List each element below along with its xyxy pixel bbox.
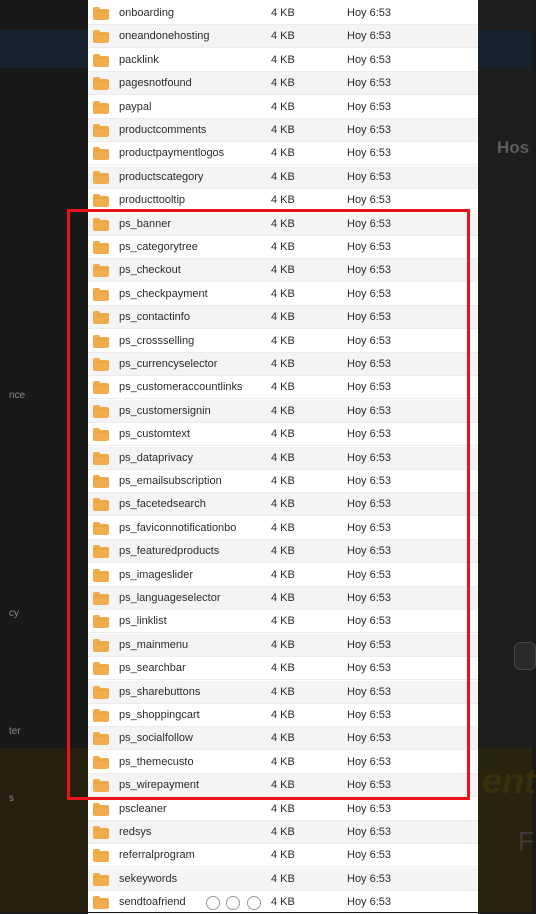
- file-row[interactable]: [88, 681, 478, 704]
- file-size: 4 KB: [271, 311, 295, 324]
- file-size: 4 KB: [271, 381, 295, 394]
- folder-icon: [93, 124, 109, 137]
- file-row[interactable]: [88, 330, 478, 353]
- file-size: 4 KB: [271, 826, 295, 838]
- file-size: 4 KB: [271, 545, 295, 558]
- folder-icon: [93, 218, 109, 231]
- file-row[interactable]: [88, 2, 478, 25]
- file-size: 4 KB: [271, 872, 295, 885]
- file-modified: Hoy 6:53: [347, 334, 392, 347]
- folder-icon: [93, 779, 109, 792]
- background-sidebar-text: cy: [9, 608, 19, 619]
- folder-icon: [93, 873, 109, 886]
- file-size: 4 KB: [271, 732, 295, 745]
- file-name[interactable]: ps_sharebuttons: [119, 685, 201, 698]
- file-modified: Hoy 6:53: [347, 872, 392, 885]
- file-modified: Hoy 6:53: [347, 451, 392, 464]
- background-banner-text: ent: [482, 760, 536, 801]
- file-name[interactable]: ps_customtext: [119, 428, 190, 441]
- file-name[interactable]: pscleaner: [119, 802, 167, 815]
- file-size: 4 KB: [271, 334, 295, 347]
- file-size: 4 KB: [271, 194, 295, 207]
- file-modified: Hoy 6:53: [347, 545, 392, 558]
- file-row[interactable]: [88, 166, 478, 189]
- file-modified: Hoy 6:53: [347, 802, 392, 815]
- folder-icon: [93, 428, 109, 441]
- file-name[interactable]: ps_emailsubscription: [119, 475, 222, 487]
- file-row[interactable]: [88, 657, 478, 680]
- file-row[interactable]: [88, 564, 478, 587]
- file-name[interactable]: productcomments: [119, 124, 207, 136]
- file-size: 4 KB: [271, 475, 295, 487]
- file-name[interactable]: ps_customeraccountlinks: [119, 381, 243, 394]
- file-size: 4 KB: [271, 100, 295, 113]
- folder-icon: [93, 826, 109, 839]
- folder-icon: [93, 475, 109, 488]
- file-modified: Hoy 6:53: [347, 287, 392, 300]
- folder-icon: [93, 732, 109, 745]
- folder-icon: [93, 147, 109, 160]
- file-modified: Hoy 6:53: [347, 147, 392, 160]
- file-row[interactable]: [88, 798, 478, 821]
- file-row[interactable]: [88, 259, 478, 282]
- file-row[interactable]: [88, 119, 478, 142]
- background-control: [514, 642, 536, 670]
- file-row[interactable]: [88, 704, 478, 727]
- file-row[interactable]: [88, 283, 478, 306]
- background-banner-text-2: F: [518, 826, 534, 856]
- file-modified: Hoy 6:53: [347, 404, 392, 417]
- folder-icon: [93, 896, 109, 909]
- file-size: 4 KB: [271, 404, 295, 417]
- file-modified: Hoy 6:53: [347, 475, 392, 487]
- file-row[interactable]: [88, 306, 478, 329]
- folder-icon: [93, 803, 109, 816]
- file-name[interactable]: ps_faviconnotificationbo: [119, 521, 237, 534]
- folder-icon: [93, 756, 109, 769]
- file-size: 4 KB: [271, 147, 295, 160]
- file-size: 4 KB: [271, 124, 295, 136]
- file-modified: Hoy 6:53: [347, 77, 392, 90]
- file-size: 4 KB: [271, 685, 295, 698]
- file-name[interactable]: paypal: [119, 100, 152, 113]
- file-size: 4 KB: [271, 615, 295, 628]
- file-row[interactable]: [88, 610, 478, 633]
- file-modified: Hoy 6:53: [347, 592, 392, 604]
- file-size: 4 KB: [271, 30, 295, 43]
- file-row[interactable]: [88, 540, 478, 563]
- file-row[interactable]: [88, 189, 478, 212]
- file-size: 4 KB: [271, 7, 295, 19]
- file-name[interactable]: redsys: [119, 826, 152, 838]
- file-name[interactable]: sendtoafriend: [119, 896, 186, 909]
- background-header-text: Hos: [497, 138, 530, 157]
- file-row[interactable]: [88, 447, 478, 470]
- file-size: 4 KB: [271, 592, 295, 604]
- file-name[interactable]: ps_imageslider: [119, 568, 193, 581]
- file-row[interactable]: [88, 751, 478, 774]
- file-name[interactable]: packlink: [119, 53, 159, 66]
- file-list: [88, 0, 478, 912]
- file-modified: Hoy 6:53: [347, 100, 392, 113]
- folder-icon: [93, 194, 109, 207]
- file-modified: Hoy 6:53: [347, 264, 392, 277]
- file-name[interactable]: productpaymentlogos: [119, 147, 225, 160]
- file-size: 4 KB: [271, 638, 295, 651]
- file-row[interactable]: [88, 470, 478, 493]
- file-name[interactable]: ps_checkout: [119, 264, 181, 277]
- file-size: 4 KB: [271, 77, 295, 90]
- file-modified: Hoy 6:53: [347, 358, 392, 370]
- file-size: 4 KB: [271, 849, 295, 862]
- file-row[interactable]: [88, 213, 478, 236]
- file-modified: Hoy 6:53: [347, 732, 392, 745]
- file-modified: Hoy 6:53: [347, 896, 392, 909]
- folder-icon: [93, 77, 109, 90]
- background-sidebar-text: nce: [9, 390, 26, 401]
- folder-icon: [93, 615, 109, 628]
- circle-icon[interactable]: [226, 896, 240, 910]
- folder-icon: [93, 7, 109, 20]
- file-row[interactable]: [88, 587, 478, 610]
- file-row[interactable]: [88, 72, 478, 95]
- background-sidebar-text: ter: [9, 726, 21, 737]
- file-modified: Hoy 6:53: [347, 428, 392, 441]
- circle-icon[interactable]: [206, 896, 220, 910]
- folder-icon: [93, 686, 109, 699]
- file-modified: Hoy 6:53: [347, 241, 392, 253]
- folder-icon: [93, 264, 109, 277]
- file-name[interactable]: ps_categorytree: [119, 241, 198, 253]
- file-row[interactable]: [88, 517, 478, 540]
- file-modified: Hoy 6:53: [347, 30, 392, 43]
- file-modified: Hoy 6:53: [347, 662, 392, 675]
- file-modified: Hoy 6:53: [347, 217, 392, 230]
- file-modified: Hoy 6:53: [347, 53, 392, 66]
- file-size: 4 KB: [271, 241, 295, 253]
- folder-icon: [93, 849, 109, 862]
- file-row[interactable]: [88, 142, 478, 165]
- file-name[interactable]: ps_themecusto: [119, 755, 194, 768]
- file-name[interactable]: ps_currencyselector: [119, 358, 218, 370]
- folder-icon: [93, 288, 109, 301]
- file-name[interactable]: ps_contactinfo: [119, 311, 190, 324]
- file-modified: Hoy 6:53: [347, 381, 392, 394]
- file-name[interactable]: ps_featuredproducts: [119, 545, 220, 558]
- file-name[interactable]: ps_shoppingcart: [119, 709, 200, 721]
- folder-icon: [93, 569, 109, 582]
- file-name[interactable]: ps_searchbar: [119, 662, 186, 675]
- folder-icon: [93, 311, 109, 324]
- folder-icon: [93, 171, 109, 184]
- file-modified: Hoy 6:53: [347, 568, 392, 581]
- folder-icon: [93, 405, 109, 418]
- file-row[interactable]: [88, 96, 478, 119]
- folder-icon: [93, 452, 109, 465]
- file-modified: Hoy 6:53: [347, 194, 392, 207]
- file-modified: Hoy 6:53: [347, 826, 392, 838]
- file-name[interactable]: pagesnotfound: [119, 77, 192, 90]
- file-modified: Hoy 6:53: [347, 779, 392, 792]
- file-modified: Hoy 6:53: [347, 755, 392, 768]
- file-row[interactable]: [88, 634, 478, 657]
- background-banner-left: [0, 748, 88, 912]
- folder-icon: [93, 545, 109, 558]
- file-name[interactable]: onboarding: [119, 7, 175, 19]
- file-size: 4 KB: [271, 802, 295, 815]
- file-name[interactable]: ps_banner: [119, 217, 171, 230]
- file-modified: Hoy 6:53: [347, 709, 392, 721]
- file-row[interactable]: [88, 891, 478, 914]
- background-header-band: [0, 30, 88, 68]
- file-size: 4 KB: [271, 358, 295, 370]
- file-size: 4 KB: [271, 287, 295, 300]
- file-name[interactable]: ps_facetedsearch: [119, 498, 206, 511]
- file-row[interactable]: [88, 400, 478, 423]
- file-name[interactable]: oneandonehosting: [119, 30, 210, 43]
- file-name[interactable]: ps_crossselling: [119, 334, 195, 347]
- folder-icon: [93, 101, 109, 114]
- file-name[interactable]: ps_mainmenu: [119, 638, 189, 651]
- file-size: 4 KB: [271, 170, 295, 183]
- folder-icon: [93, 639, 109, 652]
- file-size: 4 KB: [271, 896, 295, 909]
- folder-icon: [93, 358, 109, 371]
- file-size: 4 KB: [271, 779, 295, 792]
- file-name[interactable]: referralprogram: [119, 849, 195, 862]
- file-row[interactable]: [88, 236, 478, 259]
- circle-icon[interactable]: [247, 896, 261, 910]
- file-modified: Hoy 6:53: [347, 521, 392, 534]
- file-row[interactable]: [88, 868, 478, 891]
- file-modified: Hoy 6:53: [347, 638, 392, 651]
- file-row[interactable]: [88, 49, 478, 72]
- file-name[interactable]: ps_linklist: [119, 615, 167, 628]
- folder-icon: [93, 662, 109, 675]
- file-name[interactable]: productscategory: [119, 170, 204, 183]
- file-modified: Hoy 6:53: [347, 311, 392, 324]
- file-name[interactable]: ps_dataprivacy: [119, 451, 193, 464]
- file-row[interactable]: [88, 821, 478, 844]
- file-name[interactable]: ps_socialfollow: [119, 732, 193, 745]
- file-name[interactable]: sekeywords: [119, 872, 178, 885]
- file-modified: Hoy 6:53: [347, 7, 392, 19]
- folder-icon: [93, 335, 109, 348]
- file-row[interactable]: [88, 25, 478, 48]
- file-modified: Hoy 6:53: [347, 170, 392, 183]
- file-row[interactable]: [88, 353, 478, 376]
- folder-icon: [93, 30, 109, 43]
- file-size: 4 KB: [271, 428, 295, 441]
- file-row[interactable]: [88, 376, 478, 399]
- file-name[interactable]: ps_languageselector: [119, 592, 221, 604]
- file-modified: Hoy 6:53: [347, 849, 392, 862]
- file-size: 4 KB: [271, 451, 295, 464]
- file-name[interactable]: ps_checkpayment: [119, 287, 208, 300]
- file-row[interactable]: [88, 493, 478, 516]
- folder-icon: [93, 241, 109, 254]
- file-name[interactable]: producttooltip: [119, 194, 186, 207]
- file-row[interactable]: [88, 844, 478, 867]
- file-size: 4 KB: [271, 53, 295, 66]
- folder-icon: [93, 522, 109, 535]
- file-size: 4 KB: [271, 709, 295, 721]
- folder-icon: [93, 381, 109, 394]
- file-size: 4 KB: [271, 521, 295, 534]
- file-row[interactable]: [88, 423, 478, 446]
- file-size: 4 KB: [271, 662, 295, 675]
- folder-icon: [93, 592, 109, 605]
- folder-icon: [93, 498, 109, 511]
- file-size: 4 KB: [271, 568, 295, 581]
- file-name[interactable]: ps_customersignin: [119, 404, 211, 417]
- background-header-band-right: [478, 30, 532, 68]
- file-row[interactable]: [88, 774, 478, 797]
- folder-icon: [93, 709, 109, 722]
- background-sidebar-text: s: [9, 793, 14, 804]
- file-modified: Hoy 6:53: [347, 498, 392, 511]
- file-modified: Hoy 6:53: [347, 124, 392, 136]
- folder-icon: [93, 54, 109, 67]
- file-modified: Hoy 6:53: [347, 685, 392, 698]
- file-size: 4 KB: [271, 755, 295, 768]
- file-row[interactable]: [88, 727, 478, 750]
- file-size: 4 KB: [271, 264, 295, 277]
- file-modified: Hoy 6:53: [347, 615, 392, 628]
- file-size: 4 KB: [271, 217, 295, 230]
- file-name[interactable]: ps_wirepayment: [119, 779, 200, 792]
- file-size: 4 KB: [271, 498, 295, 511]
